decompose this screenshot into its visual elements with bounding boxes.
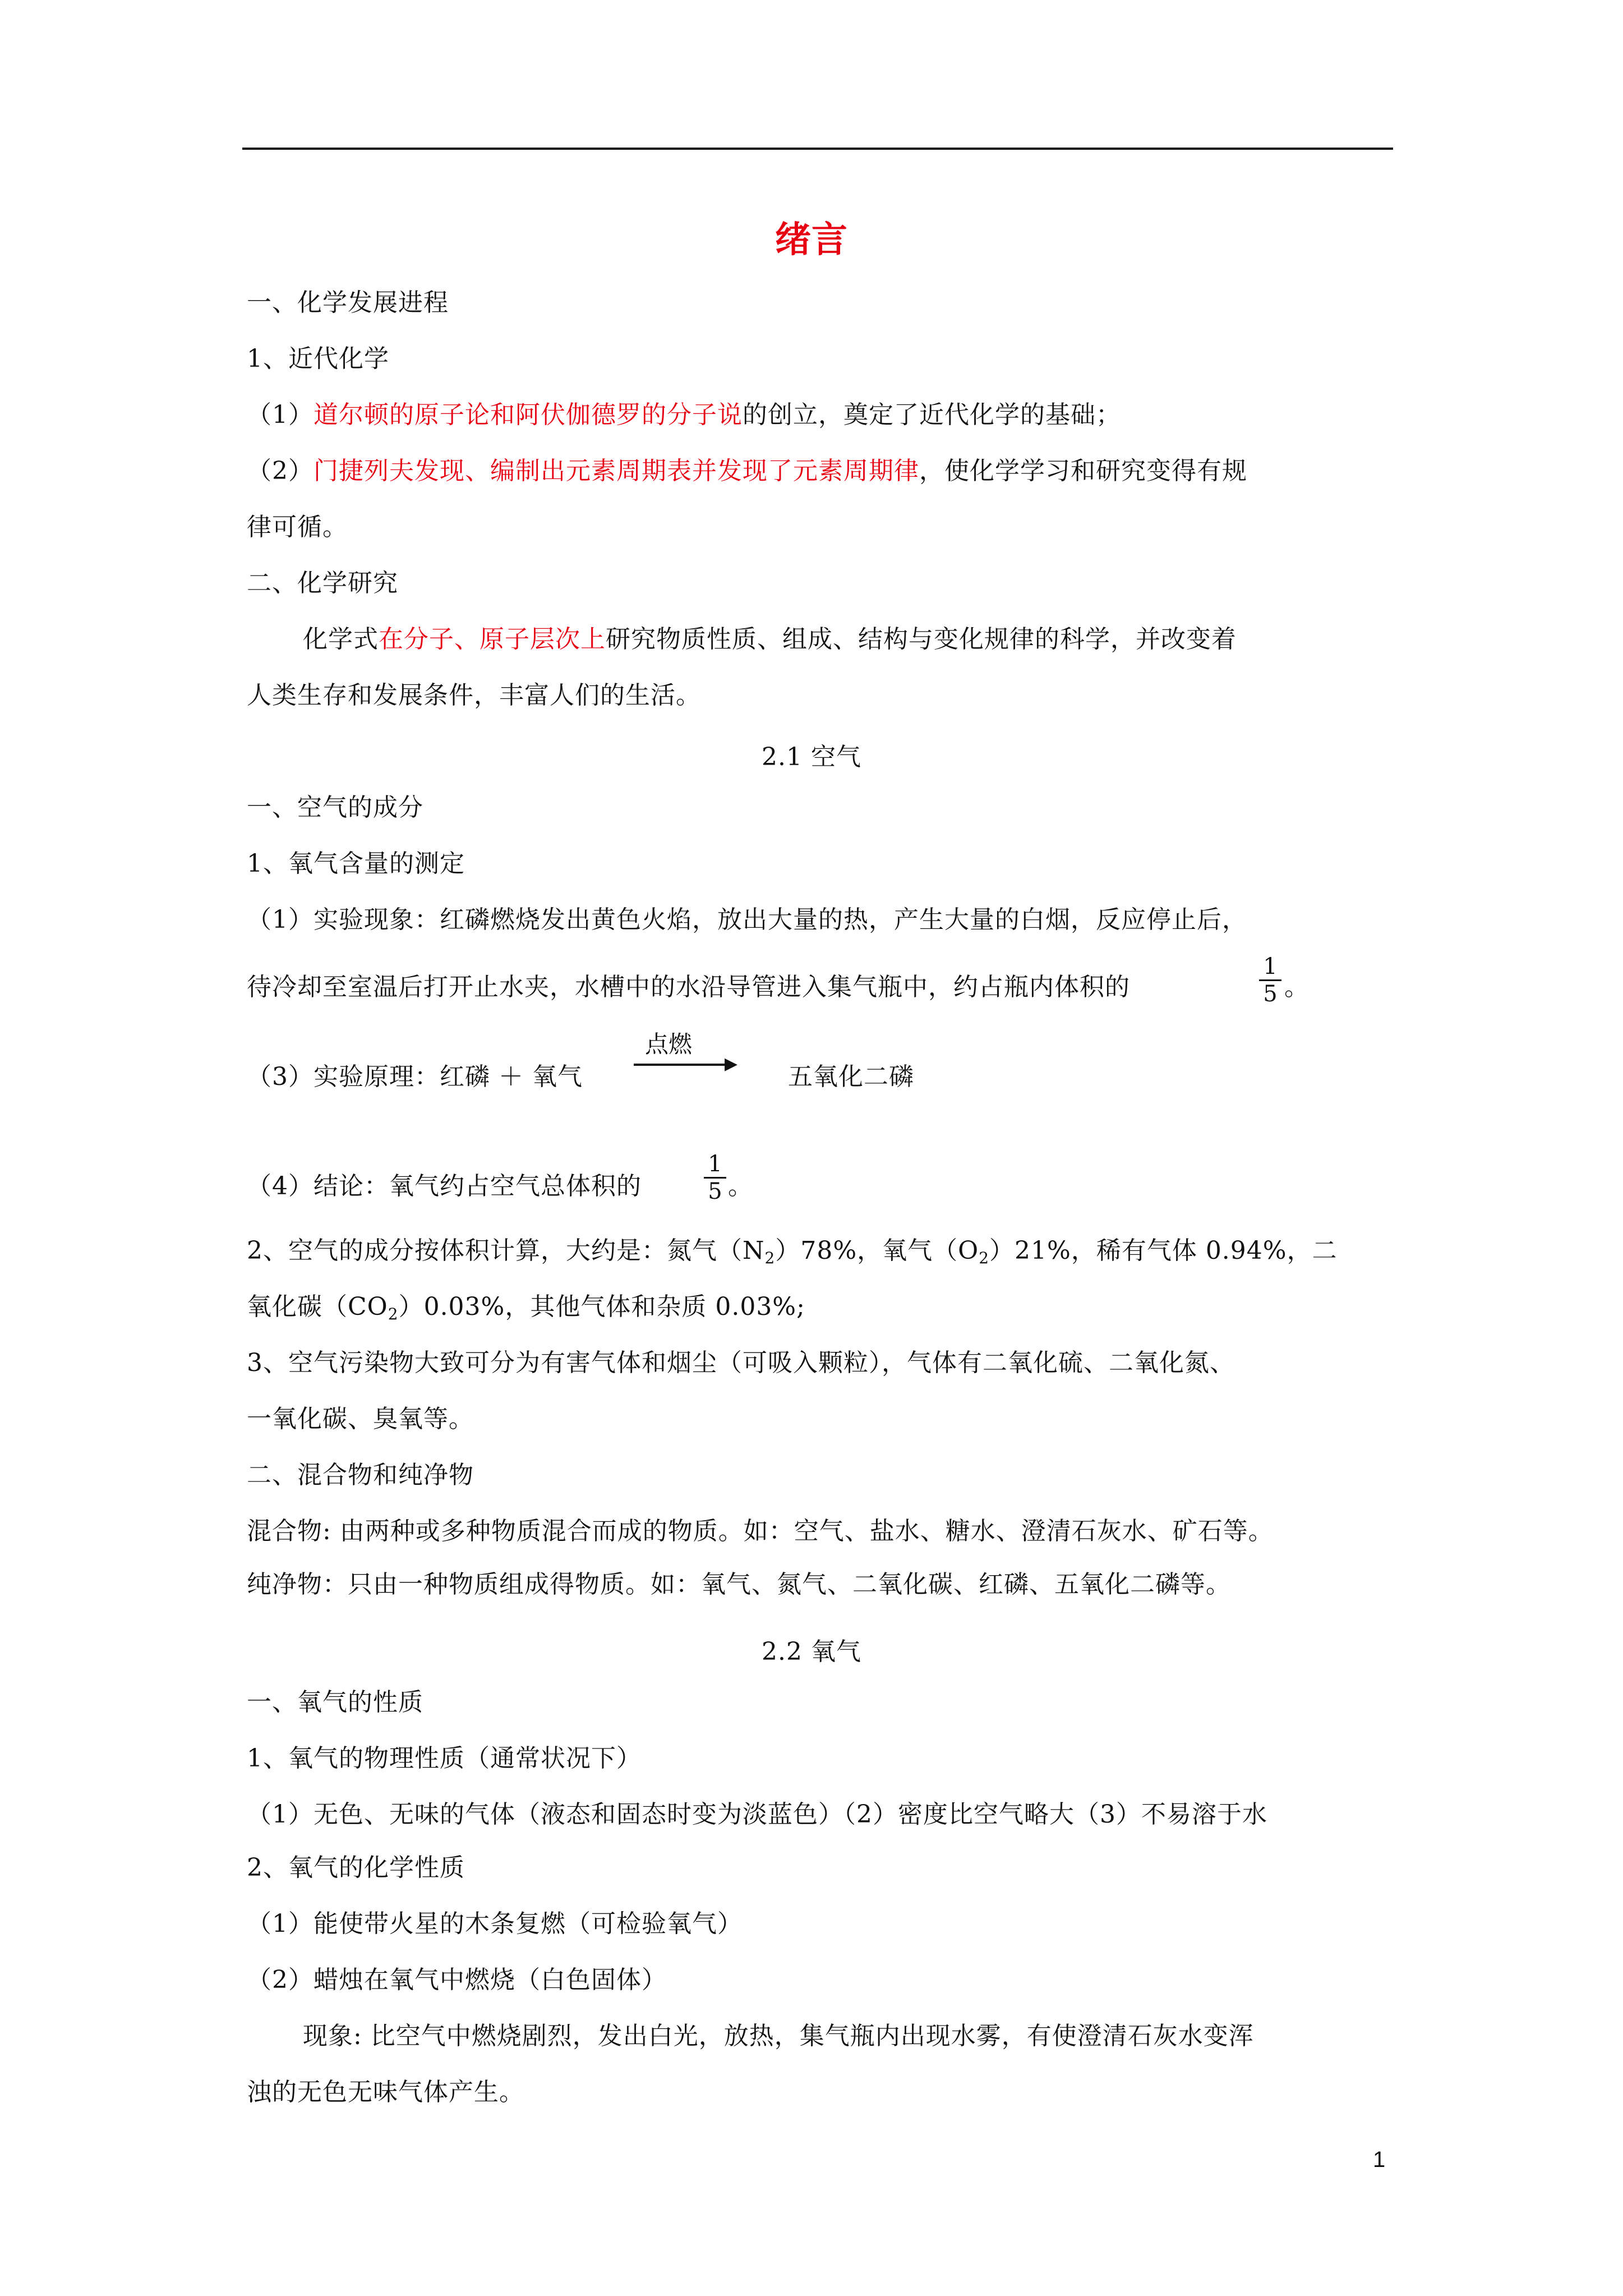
para-chem-prop-2: （2）蜡烛在氧气中燃烧（白色固体） <box>247 1966 667 1994</box>
subscript-2: 2 <box>979 1249 990 1267</box>
reaction-arrow <box>634 1031 746 1076</box>
heading-modern-chem: 1、近代化学 <box>247 344 389 373</box>
para-dalton-prefix: （1） <box>247 401 313 429</box>
para-pure: 纯净物：只由一种物质组成得物质。如：氧气、氮气、二氧化碳、红磷、五氧化二磷等。 <box>247 1570 1231 1599</box>
comp-text-e: ）0.03%，其他气体和杂质 0.03%; <box>398 1292 805 1321</box>
heading-air-composition: 一、空气的成分 <box>247 793 423 822</box>
para-observation-cont: 浊的无色无味气体产生。 <box>247 2078 524 2106</box>
comp-text-c: ）21%，稀有气体 0.94%，二 <box>989 1236 1338 1265</box>
para-mendeleev-highlight: 门捷列夫发现、编制出元素周期表并发现了元素周期律 <box>313 457 919 485</box>
subscript-2: 2 <box>764 1249 776 1267</box>
heading-mixture-pure: 二、混合物和纯净物 <box>247 1461 474 1489</box>
para-mendeleev-prefix: （2） <box>247 457 313 485</box>
para-air-composition <box>247 1234 1338 1268</box>
para-research-highlight: 在分子、原子层次上 <box>379 625 606 654</box>
para-conclusion: （4）结论：氧气约占空气总体积的 <box>247 1172 642 1200</box>
reaction-arrow-line <box>634 1064 729 1066</box>
para-mendeleev <box>247 454 1247 488</box>
period-mark: 。 <box>1284 973 1310 1001</box>
page-number: 1 <box>1373 2147 1386 2172</box>
para-dalton-highlight: 道尔顿的原子论和阿伏伽德罗的分子说 <box>313 401 743 429</box>
para-pollutants-cont: 一氧化碳、臭氧等。 <box>247 1405 474 1433</box>
heading-oxygen-properties: 一、氧气的性质 <box>247 1688 423 1717</box>
para-research-suffix: 研究物质性质、组成、结构与变化规律的科学，并改变着 <box>606 625 1237 654</box>
heading-physical-props: 1、氧气的物理性质（通常状况下） <box>247 1744 642 1773</box>
fraction-one-fifth <box>1259 954 1281 1007</box>
para-dalton <box>247 398 1121 432</box>
para-research-prefix: 化学式 <box>303 625 379 654</box>
heading-chem-research: 二、化学研究 <box>247 569 398 597</box>
comp-text-a: 2、空气的成分按体积计算，大约是：氮气（N <box>247 1236 765 1265</box>
fraction-denominator: 5 <box>1259 979 1281 1007</box>
heading-chemical-props: 2、氧气的化学性质 <box>247 1853 465 1882</box>
period-mark-conclusion: 。 <box>728 1172 753 1200</box>
para-research <box>303 623 1237 656</box>
para-mendeleev-suffix: ，使化学学习和研究变得有规 <box>919 457 1247 485</box>
section-heading-air: 2.1 空气 <box>762 743 861 771</box>
heading-chem-development: 一、化学发展进程 <box>247 288 449 317</box>
para-research-cont: 人类生存和发展条件，丰富人们的生活。 <box>247 681 701 710</box>
reaction-product: 五氧化二磷 <box>788 1062 914 1091</box>
subscript-2: 2 <box>388 1305 399 1323</box>
reaction-condition: 点燃 <box>645 1030 693 1058</box>
para-pollutants: 3、空气污染物大致可分为有害气体和烟尘（可吸入颗粒），气体有二氧化硫、二氧化氮、 <box>247 1349 1235 1377</box>
fraction-numerator: 1 <box>708 1151 722 1177</box>
section-heading-oxygen: 2.2 氧气 <box>762 1637 861 1666</box>
comp-text-d: 氧化碳（CO <box>247 1292 388 1321</box>
fraction-denominator: 5 <box>704 1177 726 1204</box>
para-physical-props: （1）无色、无味的气体（液态和固态时变为淡蓝色）（2）密度比空气略大（3）不易溶于水 <box>247 1800 1267 1829</box>
para-experiment-principle: （3）实验原理：红磷 ＋ 氧气 <box>247 1062 583 1091</box>
header-rule <box>242 148 1393 150</box>
page-title: 绪言 <box>775 219 848 261</box>
para-air-composition-cont <box>247 1290 805 1324</box>
para-dalton-suffix: 的创立，奠定了近代化学的基础； <box>743 401 1121 429</box>
para-experiment-phenomenon: （1）实验现象：红磷燃烧发出黄色火焰，放出大量的热，产生大量的白烟，反应停止后， <box>247 905 1247 934</box>
fraction-numerator: 1 <box>1263 954 1278 979</box>
heading-oxygen-measure: 1、氧气含量的测定 <box>247 849 465 878</box>
fraction-one-fifth-conclusion <box>704 1151 726 1204</box>
para-chem-prop-1: （1）能使带火星的木条复燃（可检验氧气） <box>247 1910 743 1938</box>
arrow-head-icon: ▶ <box>725 1054 738 1074</box>
para-mendeleev-cont: 律可循。 <box>247 513 348 541</box>
para-mixture: 混合物: 由两种或多种物质混合而成的物质。如：空气、盐水、糖水、澄清石灰水、矿石等。 <box>247 1517 1274 1545</box>
para-observation: 现象: 比空气中燃烧剧烈，发出白光，放热，集气瓶内出现水雾，有使澄清石灰水变浑 <box>303 2022 1254 2050</box>
comp-text-b: ）78%，氧气（O <box>775 1236 979 1265</box>
para-experiment-phenomenon-cont: 待冷却至室温后打开止水夹，水槽中的水沿导管进入集气瓶中，约占瓶内体积的 <box>247 973 1130 1001</box>
